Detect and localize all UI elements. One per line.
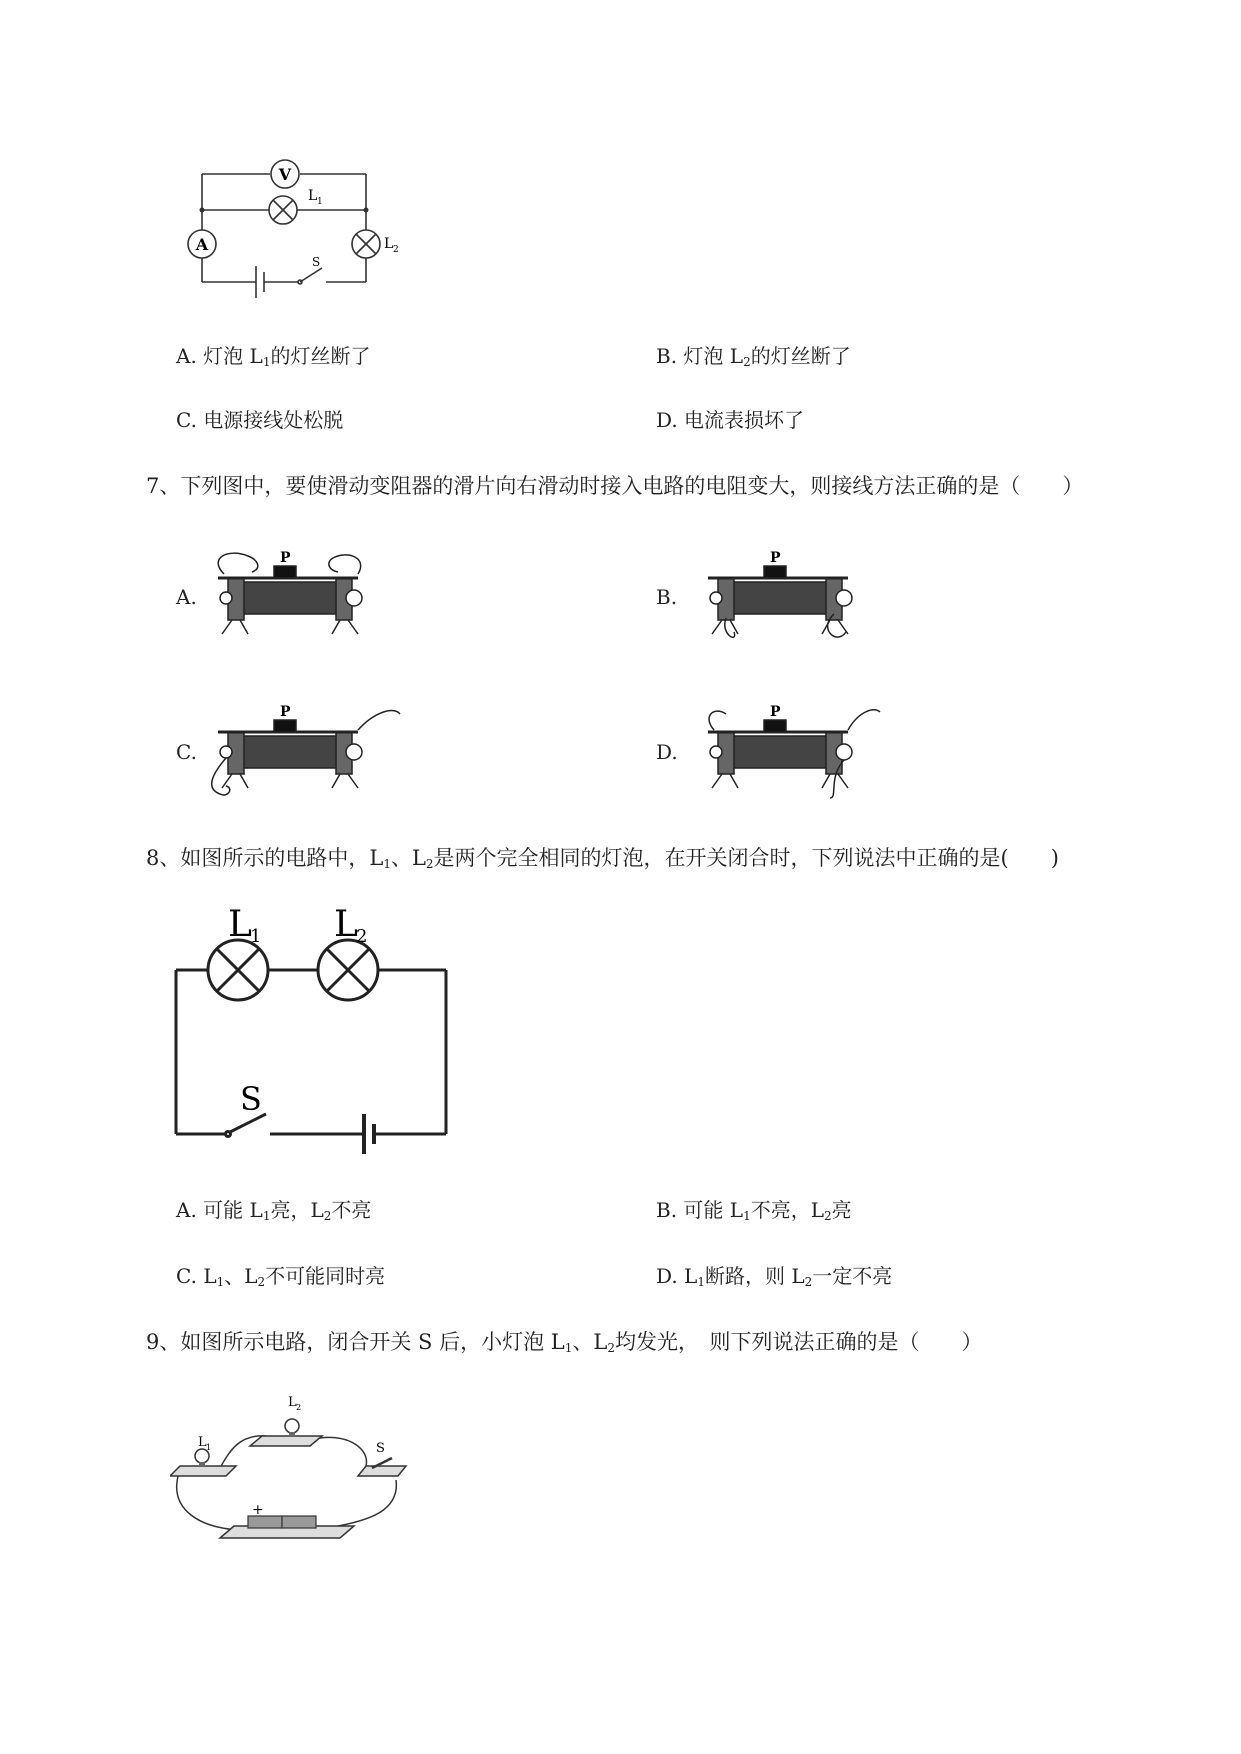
option-letter: B.	[656, 1198, 678, 1222]
q7-option-a-letter[interactable]: A.	[176, 585, 197, 609]
q6-option-d[interactable]	[656, 406, 804, 434]
subscript: 2	[607, 1341, 615, 1355]
l2-sub: 2	[296, 1403, 302, 1412]
q6-option-c[interactable]	[176, 406, 343, 434]
option-text: 、L	[224, 1264, 258, 1288]
l2-label: L	[334, 904, 358, 945]
subscript: 1	[262, 355, 271, 369]
slider-label: P	[770, 704, 781, 720]
option-text: 的灯丝断了	[750, 344, 851, 368]
switch-label: S	[240, 1080, 262, 1118]
q9-stem	[146, 1328, 982, 1362]
stem-text: 是两个完全相同的灯泡，在开关闭合时，下列说法中正确的是( )	[433, 846, 1059, 870]
option-text: 电源接线处松脱	[203, 408, 344, 432]
q8-option-a[interactable]	[176, 1196, 371, 1230]
q8-stem	[146, 844, 1059, 878]
option-text: L	[203, 1264, 217, 1288]
subscript: 1	[383, 857, 391, 871]
option-text: 亮，L	[270, 1198, 324, 1222]
l2-label: L	[288, 1395, 297, 1410]
q6-option-b[interactable]	[656, 342, 851, 376]
option-text: 一定不亮	[812, 1264, 893, 1288]
q8-circuit-diagram	[170, 898, 460, 1158]
subscript: 1	[743, 1209, 751, 1223]
option-letter: C.	[176, 1264, 197, 1288]
q9-circuit-photo	[170, 1390, 440, 1540]
option-letter: A.	[176, 344, 197, 368]
q7-stem: 7、下列图中，要使滑动变阻器的滑片向右滑动时接入电路的电阻变大，则接线方法正确的是（ ）	[146, 474, 1084, 498]
l1-label: L	[198, 1435, 207, 1450]
q8-option-b[interactable]	[656, 1196, 852, 1230]
option-letter: D.	[656, 1264, 678, 1288]
option-text: 不亮，L	[750, 1198, 824, 1222]
option-text: 可能 L	[203, 1198, 263, 1222]
l2-sub: 2	[393, 245, 399, 255]
option-text: 亮	[831, 1198, 852, 1222]
slider-label: P	[280, 704, 291, 720]
stem-text: 、L	[572, 1330, 608, 1354]
l1-sub: 1	[317, 197, 323, 207]
rheostat-d-image[interactable]	[698, 702, 898, 802]
q6-option-a[interactable]	[176, 342, 370, 376]
subscript: 2	[257, 1275, 266, 1289]
subscript: 2	[804, 1275, 813, 1289]
option-text: 不亮	[331, 1198, 372, 1222]
switch-label: S	[312, 255, 321, 269]
stem-text: 均发光， 则下列说法正确的是（ ）	[614, 1330, 983, 1354]
q8-option-d[interactable]	[656, 1262, 892, 1296]
subscript: 1	[262, 1209, 271, 1223]
l1-label: L	[308, 188, 318, 204]
option-letter: A.	[176, 1198, 197, 1222]
q7-option-c-letter[interactable]: C.	[176, 740, 197, 764]
subscript: 2	[425, 857, 434, 871]
subscript: 2	[743, 355, 751, 369]
q7-option-d-letter[interactable]: D.	[656, 740, 678, 764]
subscript: 1	[564, 1341, 573, 1355]
l2-label: L	[384, 236, 394, 252]
l1-label: L	[228, 904, 252, 945]
stem-text: 、L	[390, 846, 426, 870]
rheostat-c-image[interactable]	[204, 702, 444, 802]
option-text: 不可能同时亮	[265, 1264, 386, 1288]
option-text: 灯泡 L	[203, 344, 263, 368]
rheostat-b-image[interactable]	[698, 548, 898, 648]
option-text: 可能 L	[683, 1198, 744, 1222]
q6-circuit-diagram	[170, 148, 410, 298]
rheostat-a-image[interactable]	[208, 548, 408, 638]
option-letter: D.	[656, 408, 678, 432]
option-text: 灯泡 L	[683, 344, 744, 368]
option-text: L	[684, 1264, 698, 1288]
voltmeter-label: V	[278, 165, 292, 184]
l1-sub: 1	[206, 1443, 212, 1452]
option-letter: B.	[656, 344, 678, 368]
stem-text: 8、如图所示的电路中，L	[146, 846, 384, 870]
q7-option-b-letter[interactable]: B.	[656, 585, 678, 609]
subscript: 1	[216, 1275, 225, 1289]
l1-sub: 1	[250, 926, 262, 947]
stem-text: 9、如图所示电路，闭合开关 S 后，小灯泡 L	[146, 1330, 565, 1354]
subscript: 2	[823, 1209, 832, 1223]
option-letter: C.	[176, 408, 197, 432]
ammeter-label: A	[195, 235, 209, 254]
subscript: 1	[697, 1275, 705, 1289]
slider-label: P	[280, 550, 291, 566]
option-text: 的灯丝断了	[270, 344, 371, 368]
option-text: 电流表损坏了	[684, 408, 805, 432]
option-text: 断路，则 L	[704, 1264, 805, 1288]
slider-label: P	[770, 550, 781, 566]
battery-plus-label: +	[252, 1502, 264, 1518]
l2-sub: 2	[356, 926, 368, 947]
switch-label: S	[376, 1441, 385, 1456]
q8-option-c[interactable]	[176, 1262, 385, 1296]
subscript: 2	[323, 1209, 332, 1223]
